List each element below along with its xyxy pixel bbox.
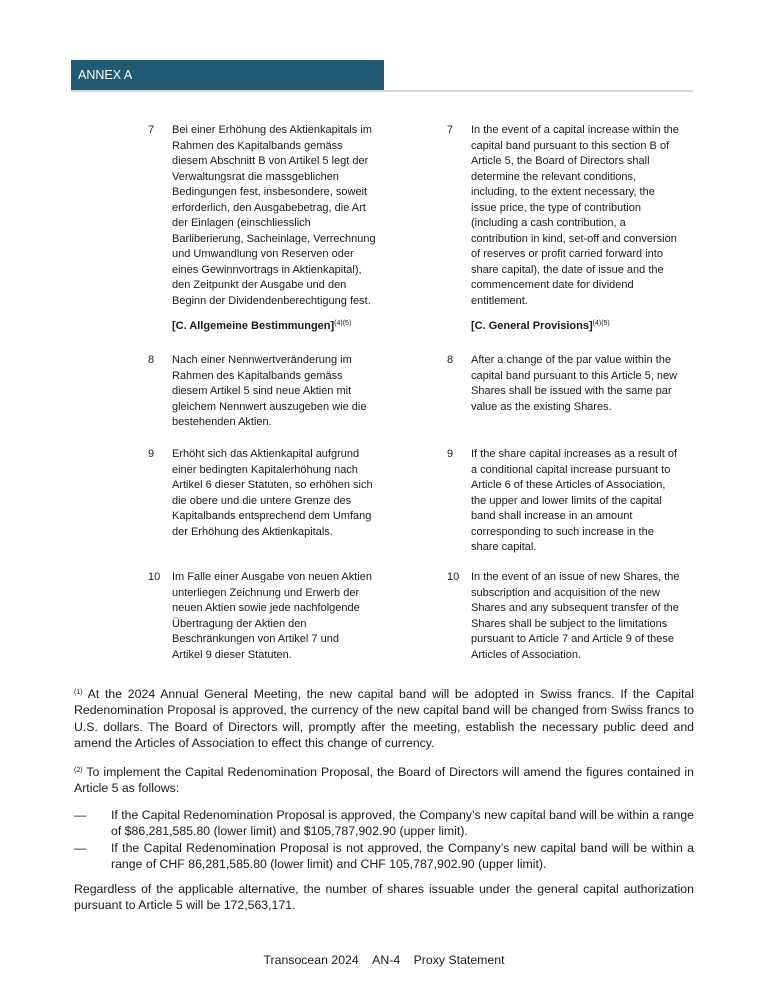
text-line: Übertragung der Aktien den (172, 617, 307, 630)
footnote-1 (74, 686, 694, 752)
footnote-mark: (2) (74, 767, 83, 774)
closing-paragraph: Regardless of the applicable alternative, the number of shares issuable under the general capital authorization pursuant to Article 5 will be 172,563,171. (74, 882, 694, 913)
text-line: Verwaltungsrat die massgeblichen (172, 170, 339, 183)
text-line: diesem Artikel 5 sind neue Aktien mit (172, 385, 352, 397)
paragraph-text (471, 570, 680, 663)
text-line: If the share capital increases as a result of (471, 448, 678, 460)
text-line: Shares shall be subject to the limitations (471, 617, 668, 630)
paragraph-text (471, 123, 679, 309)
page-footer (0, 953, 768, 967)
text-line: einer bedingten Kapitalerhöhung nach (172, 463, 358, 476)
text-line: diesem Abschnitt B von Artikel 5 legt der (172, 155, 369, 167)
bullet-text: If the Capital Redenomination Proposal is approved, the Company’s new capital band will be within a range of $86,281,585.80 (lower limit) and $105,787,902.90 (upper limit). (111, 808, 694, 839)
heading-text: [C. Allgemeine Bestimmungen] (172, 320, 335, 332)
paragraph-number: 9 (148, 448, 155, 460)
text-line: Artikel 6 dieser Statuten, so erhöhen sich (172, 479, 373, 491)
bullet-text: If the Capital Redenomination Proposal is not approved, the Company’s new capital band will be within a range of CHF 86,281,585.80 (lower limit) and CHF 105,787,902.90 (upper limit). (111, 841, 694, 872)
text-line: Article 6 of these Articles of Association, (471, 479, 666, 491)
footnote-text: To implement the Capital Redenomination Proposal, the Board of Directors will amend the figures contained in Article 5 as follows: (74, 765, 694, 796)
text-line: band shall increase in an amount (471, 510, 633, 522)
text-line: capital band pursuant to this Article 5, new (471, 369, 678, 382)
paragraph-text (172, 353, 366, 431)
paragraph-number: 8 (148, 354, 155, 366)
paragraph-number: 7 (148, 124, 155, 136)
text-line: pursuant to Article 7 and Article 9 of these (471, 633, 675, 645)
text-line: In the event of an issue of new Shares, the (471, 571, 680, 583)
text-line: Shares and any subsequent transfer of the (471, 602, 679, 614)
text-line: eines Gewinnvortrags in Aktienkapital), (172, 263, 362, 276)
text-line: Kapitalbands entsprechend dem Umfang (172, 510, 372, 522)
text-line: subscription and acquisition of the new (471, 586, 660, 599)
heading-sup: (4)(5) (592, 320, 610, 327)
text-line: share capital. (471, 541, 537, 553)
text-line: In the event of a capital increase within the (471, 124, 679, 136)
text-line: Erhöht sich das Aktienkapital aufgrund (172, 448, 360, 460)
text-line: Im Falle einer Ausgabe von neuen Aktien (172, 571, 372, 583)
text-line: Shares shall be issued with the same par (471, 385, 672, 397)
text-line: share capital), the date of issue and the (471, 263, 664, 276)
paragraph-text (471, 353, 677, 415)
annex-banner: ANNEX A (71, 60, 384, 90)
paragraph-text (172, 123, 376, 309)
text-line: a conditional capital increase pursuant to (471, 463, 671, 476)
text-line: den Zeitpunkt der Ausgabe und den (172, 279, 347, 291)
text-line: of reserves or profit carried forward into (471, 248, 663, 260)
paragraph-text (471, 447, 677, 556)
text-line: erforderlich, den Ausgabebetrag, die Art (172, 201, 366, 214)
heading-sup: (4)(5) (334, 320, 352, 327)
text-line: capital band pursuant to this section B of (471, 139, 670, 152)
text-line: including, to the extent necessary, the (471, 186, 655, 198)
text-line: After a change of the par value within the (471, 354, 671, 366)
paragraph-text (172, 570, 372, 663)
heading-text: [C. General Provisions] (471, 320, 593, 332)
bullet-2 (74, 840, 694, 873)
footnote-2 (74, 764, 694, 797)
text-line: determine the relevant conditions, (471, 170, 637, 183)
footer-page-number: AN-4 (372, 953, 401, 967)
text-line: Articles of Association. (471, 648, 582, 661)
text-line: entitlement. (471, 294, 528, 307)
footnote-mark: (1) (74, 689, 83, 696)
footer-doc-title: Proxy Statement (413, 953, 505, 967)
text-line: unterliegen Zeichnung und Erwerb der (172, 586, 360, 599)
text-line: gleichem Nennwert auszugeben wie die (172, 400, 367, 413)
dash-bullet: — (74, 808, 87, 822)
text-line: (including a cash contribution, a (471, 217, 626, 229)
text-line: Bedingungen fest, insbesondere, soweit (172, 186, 368, 198)
text-line: neuen Aktien sowie jede nachfolgende (172, 602, 360, 614)
paragraph-text (172, 447, 373, 540)
text-line: bestehenden Aktien. (172, 416, 272, 428)
text-line: Artikel 9 dieser Statuten. (172, 648, 292, 661)
paragraph-number: 10 (148, 571, 161, 583)
dash-bullet: — (74, 841, 87, 855)
header-rule (71, 90, 693, 92)
text-line: der Einlagen (einschliesslich (172, 217, 311, 229)
text-line: commencement date for dividend (471, 279, 634, 291)
footnote-text: At the 2024 Annual General Meeting, the new capital band will be adopted in Swiss francs. If the Capital Redenomination Proposal is approved, the currency of the new capital band will be changed from Swiss francs to U.S. dollars. The Board of Directors will, promptly after the meeting, establish the necessary public deed and amend the Articles of Association to effect this change of currency. (74, 687, 694, 751)
bullet-1 (74, 807, 694, 840)
text-line: Rahmen des Kapitalbands gemäss (172, 139, 343, 152)
text-line: Barliberierung, Sacheinlage, Verrechnung (172, 232, 376, 245)
text-line: Rahmen des Kapitalbands gemäss (172, 369, 343, 382)
footer-company: Transocean 2024 (263, 953, 359, 967)
text-line: Nach einer Nennwertveränderung im (172, 354, 352, 366)
text-line: value as the existing Shares. (471, 400, 612, 413)
text-line: Bei einer Erhöhung des Aktienkapitals im (172, 124, 372, 136)
text-line: corresponding to such increase in the (471, 525, 654, 538)
text-line: Article 5, the Board of Directors shall (471, 155, 650, 167)
text-line: Beschränkungen von Artikel 7 und (172, 633, 339, 645)
text-line: contribution in kind, set-off and conversion (471, 232, 677, 245)
text-line: die obere und die untere Grenze des (172, 494, 352, 507)
text-line: issue price, the type of contribution (471, 201, 641, 214)
text-line: the upper and lower limits of the capital (471, 494, 662, 507)
paragraph-number: 10 (447, 571, 460, 583)
paragraph-number: 9 (447, 448, 454, 460)
paragraph-number: 8 (447, 354, 454, 366)
paragraph-number: 7 (447, 124, 454, 136)
text-line: Beginn der Dividendenberechtigung fest. (172, 294, 371, 307)
text-line: der Erhöhung des Aktienkapitals. (172, 525, 333, 538)
text-line: und Umwandlung von Reserven oder (172, 248, 354, 260)
